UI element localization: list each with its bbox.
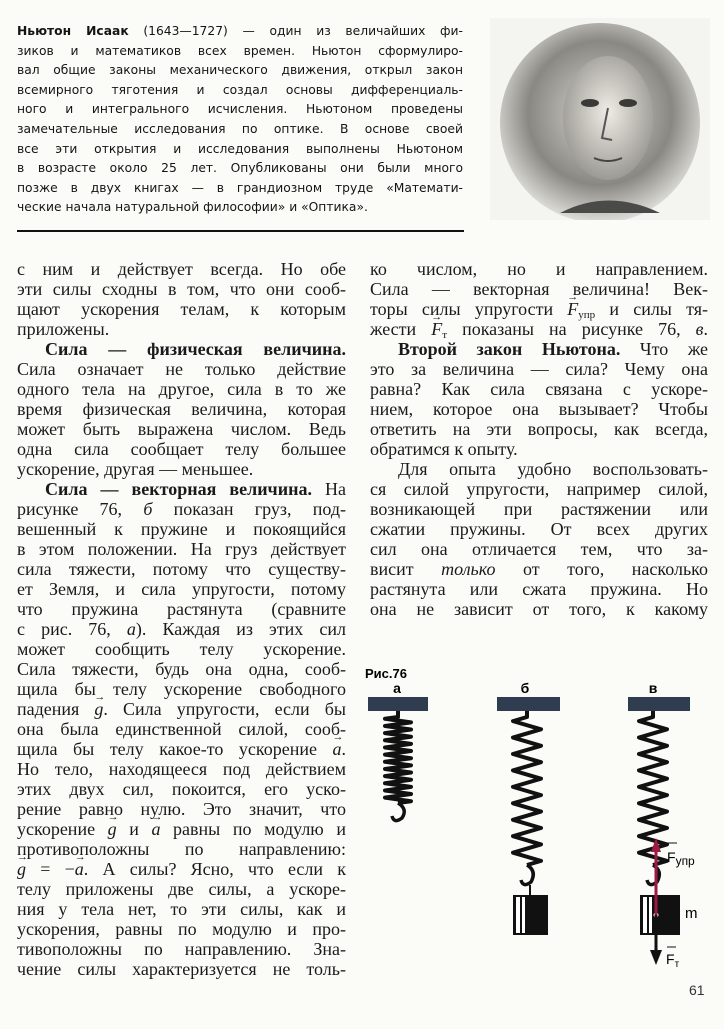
text-span: т xyxy=(442,329,447,341)
text-span: а xyxy=(126,619,136,639)
text-span: сила тяжести, потому что существу- xyxy=(17,559,346,579)
text-line xyxy=(370,539,708,559)
text-span: = − xyxy=(26,859,75,879)
text-line xyxy=(17,42,463,62)
text-line xyxy=(370,439,708,459)
mass-label: m xyxy=(685,905,698,922)
text-span: ет Земля, и сила упругости, потому xyxy=(17,579,346,599)
text-span: равны по модулю и xyxy=(160,819,346,839)
figure-caption: Рис.76 xyxy=(365,666,407,681)
text-line xyxy=(17,319,346,339)
text-span: ускорения, равны по модулю и про- xyxy=(17,919,346,939)
text-line xyxy=(17,159,463,179)
text-line xyxy=(370,259,708,279)
text-line xyxy=(17,699,346,719)
text-line xyxy=(17,919,346,939)
elastic-force-symbol: F xyxy=(667,849,676,865)
text-span: падения xyxy=(17,699,95,719)
text-span: ческие начала натуральной философии» и «Оптика». xyxy=(17,200,368,215)
support-bar-c xyxy=(628,697,690,711)
text-span: может быть выражена числом. Ведь xyxy=(17,419,346,439)
text-span: висит xyxy=(370,559,442,579)
right-text-column xyxy=(370,259,708,619)
text-line xyxy=(17,839,346,859)
text-span: Сила тяжести, будь она одна, сооб- xyxy=(17,659,346,679)
text-span: в этом положении. На груз действует xyxy=(17,539,346,559)
text-span: это за величина — сила? Чему она xyxy=(370,359,708,379)
text-span: только xyxy=(441,559,496,579)
text-span: обратимся к опыту. xyxy=(370,439,518,459)
text-span: щила бы телу какое-то ускорение xyxy=(17,739,333,759)
newton-portrait xyxy=(490,18,710,220)
text-span: ускорение, другая — меньшее. xyxy=(17,459,254,479)
text-line xyxy=(17,299,346,319)
text-line xyxy=(17,879,346,899)
text-line xyxy=(17,81,463,101)
text-line xyxy=(17,419,346,439)
text-span: одна сила сообщает телу большее xyxy=(17,439,346,459)
text-span: возникающей при растяжении или xyxy=(370,499,708,519)
panel-label-a: а xyxy=(393,680,401,696)
text-line xyxy=(17,559,346,579)
text-span: торы силы упругости xyxy=(370,299,568,319)
weight-b xyxy=(513,895,548,935)
text-line xyxy=(370,599,708,619)
text-line xyxy=(370,299,708,319)
spring-hook xyxy=(521,865,533,885)
text-span: в xyxy=(695,319,704,339)
text-line xyxy=(370,499,708,519)
text-line xyxy=(370,379,708,399)
text-span: сил она отличается тем, что за- xyxy=(370,539,708,559)
text-line xyxy=(17,619,346,639)
text-line xyxy=(17,499,346,519)
text-span: позже в двух книгах — в грандиозном труде «Математи- xyxy=(17,180,463,195)
text-span: рение равно нулю. Это значит, что xyxy=(17,799,346,819)
text-span: нием, которое она вызывает? Чтобы xyxy=(370,399,708,419)
text-span: Сила означает не только действие xyxy=(17,359,346,379)
text-line xyxy=(17,599,346,619)
text-span: рисунке 76, xyxy=(17,499,144,519)
spring-hook xyxy=(392,803,404,821)
text-line xyxy=(17,959,346,979)
text-span: телу приложены две силы, а ускоре- xyxy=(17,879,346,899)
spring-c xyxy=(639,711,667,865)
text-line xyxy=(17,61,463,81)
section-divider xyxy=(17,230,464,232)
vector-symbol: → g xyxy=(108,819,117,839)
text-span: и силы тя- xyxy=(595,299,708,319)
text-line xyxy=(17,22,463,42)
text-line xyxy=(17,739,346,759)
text-line xyxy=(17,100,463,120)
text-line xyxy=(17,359,346,379)
text-span: она была единственной силой, сооб- xyxy=(17,719,346,739)
text-line xyxy=(370,319,708,339)
text-span: равна? Как сила связана с ускоре- xyxy=(370,379,708,399)
text-line xyxy=(17,819,346,839)
text-span: все эти открытия и исследования выполнены Ньютоном xyxy=(17,141,463,156)
text-span: . xyxy=(341,739,346,759)
text-line xyxy=(370,479,708,499)
text-span: всемирного тяготения и создал основы дифференциаль- xyxy=(17,82,463,97)
vector-symbol: → a xyxy=(151,819,160,839)
text-span: ко числом, но и направлением. xyxy=(370,259,708,279)
text-line xyxy=(17,659,346,679)
text-span: чение силы характеризуется не толь- xyxy=(17,959,346,979)
newton-biography xyxy=(17,22,463,218)
text-line xyxy=(17,779,346,799)
text-line xyxy=(17,179,463,199)
text-span: ного и интегрального исчисления. Ньютоном проведены xyxy=(17,102,463,117)
text-span: может сообщить телу ускорение. xyxy=(17,639,346,659)
bold-heading: Сила — векторная величина. xyxy=(45,479,312,499)
text-line xyxy=(370,519,708,539)
text-line xyxy=(370,419,708,439)
text-line xyxy=(17,799,346,819)
text-span: эти силы сходны в том, что они сооб- xyxy=(17,279,346,299)
vector-symbol: → g xyxy=(94,699,103,719)
text-span: ся силой упругости, например силой, xyxy=(370,479,708,499)
text-line xyxy=(17,899,346,919)
support-bar-a xyxy=(368,697,428,711)
elastic-force-label xyxy=(667,849,695,868)
text-line xyxy=(17,579,346,599)
text-span: показаны на рисунке 76, xyxy=(447,319,696,339)
text-line xyxy=(370,339,708,359)
text-line xyxy=(17,439,346,459)
text-line xyxy=(17,479,346,499)
text-span: одного тела на другое, сила в то же xyxy=(17,379,346,399)
vector-symbol: → g xyxy=(17,859,26,879)
text-line xyxy=(17,859,346,879)
text-line xyxy=(370,359,708,379)
vector-symbol: → F xyxy=(431,319,442,339)
text-span: что пружина растянута (сравните xyxy=(17,599,346,619)
text-span: ). Каждая из этих сил xyxy=(135,619,346,639)
text-line xyxy=(17,679,346,699)
text-line xyxy=(17,399,346,419)
text-span: . Сила упругости, если бы xyxy=(103,699,346,719)
page-number: 61 xyxy=(689,982,705,998)
text-line xyxy=(17,198,463,218)
panel-label-b: б xyxy=(520,680,530,696)
text-span: противоположны по направлению: xyxy=(17,839,346,859)
text-span: (1643—1727) — один из величайших фи- xyxy=(128,24,463,38)
text-line xyxy=(370,459,708,479)
text-span: тивоположны по направлению. Зна- xyxy=(17,939,346,959)
text-span: упр xyxy=(578,309,596,321)
text-line xyxy=(370,279,708,299)
text-span: с рис. 76, xyxy=(17,619,127,639)
text-line xyxy=(17,140,463,160)
text-line xyxy=(17,719,346,739)
text-span: от того, насколько xyxy=(495,559,708,579)
left-text-column xyxy=(17,259,346,979)
text-span: приложены. xyxy=(17,319,110,339)
text-span: Но тело, находящееся под действием xyxy=(17,759,346,779)
text-span: она не зависит от того, к какому xyxy=(370,599,708,619)
text-span: жести xyxy=(370,319,432,339)
text-line xyxy=(17,259,346,279)
text-span: с ним и действует всегда. Но обе xyxy=(17,259,346,279)
text-span: щают ускорения телам, к которым xyxy=(17,299,346,319)
vector-symbol: → F xyxy=(567,299,578,319)
text-line xyxy=(370,399,708,419)
text-span: сжатии пружины. От всех других xyxy=(370,519,708,539)
text-span: замечательные исследования по оптике. В основе своей xyxy=(17,121,463,136)
text-line xyxy=(17,519,346,539)
gravity-force-symbol: F xyxy=(666,951,675,967)
text-span: . А силы? Ясно, что если к xyxy=(83,859,346,879)
support-bar-b xyxy=(497,697,560,711)
text-span: Что же xyxy=(620,339,709,359)
text-span: в возрасте около 25 лет. Опубликованы они были много xyxy=(17,161,463,176)
text-span: показан груз, под- xyxy=(152,499,346,519)
text-span: Для опыта удобно воспользовать- xyxy=(398,459,708,479)
bold-heading: Сила — физическая величина. xyxy=(45,339,346,359)
text-span: вал общие законы механического движения, открыл закон xyxy=(17,63,463,78)
panel-label-c: в xyxy=(648,680,658,696)
elastic-force-subscript: упр xyxy=(675,854,695,868)
text-span: вешенный к пружине и покоящийся xyxy=(17,519,346,539)
text-span: ответить на эти вопросы, как всегда, xyxy=(370,419,708,439)
text-span: . xyxy=(703,319,708,339)
gravity-force-subscript: т xyxy=(674,959,680,970)
text-line xyxy=(17,539,346,559)
text-line xyxy=(17,120,463,140)
text-span: ускорение xyxy=(17,819,108,839)
text-line xyxy=(17,339,346,359)
text-line xyxy=(17,379,346,399)
text-line xyxy=(17,279,346,299)
text-span: ния у тела нет, то эти силы, как и xyxy=(17,899,346,919)
vector-symbol: → a xyxy=(75,859,84,879)
text-span: щила бы телу ускорение свободного xyxy=(17,679,346,699)
text-span: и xyxy=(116,819,152,839)
text-span: зиков и математиков всех времен. Ньютон сформулиро- xyxy=(17,43,463,58)
spring-b xyxy=(513,711,541,865)
text-line xyxy=(17,639,346,659)
text-span: этих двух сил, покоится, его уско- xyxy=(17,779,346,799)
text-span: Сила — векторная величина! Век- xyxy=(370,279,708,299)
gravity-force-label xyxy=(666,951,680,970)
bold-heading: Ньютон Исаак xyxy=(17,24,129,38)
text-line xyxy=(370,579,708,599)
text-span: растянута или сжата пружина. Но xyxy=(370,579,708,599)
text-line xyxy=(370,559,708,579)
text-span: б xyxy=(143,499,153,519)
vector-symbol: → a xyxy=(333,739,342,759)
text-span: время физическая величина, которая xyxy=(17,399,346,419)
spring-a xyxy=(385,711,411,803)
bold-heading: Второй закон Ньютона. xyxy=(398,339,621,359)
text-line xyxy=(17,759,346,779)
weight-c xyxy=(640,895,680,935)
text-line xyxy=(17,939,346,959)
figure-76 xyxy=(355,660,724,1024)
text-line xyxy=(17,459,346,479)
text-span: На xyxy=(311,479,346,499)
